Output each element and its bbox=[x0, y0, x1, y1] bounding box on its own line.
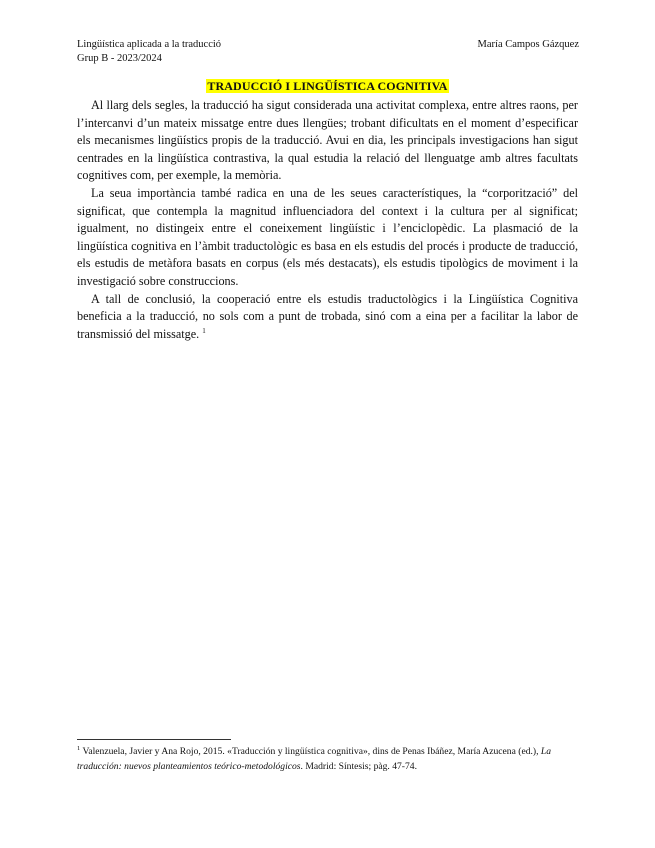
footnote-text-after: . Madrid: Síntesis; pàg. 47-74. bbox=[300, 761, 417, 772]
header-group: Grup B - 2023/2024 bbox=[77, 53, 162, 64]
footnote-separator bbox=[77, 739, 231, 740]
body-text bbox=[77, 97, 578, 343]
header-left bbox=[77, 38, 221, 66]
footnote-book-title: La traducción: nuevos planteamientos teórico-metodológicos bbox=[77, 746, 552, 772]
footnote-number: 1 bbox=[77, 744, 81, 752]
paragraph-2 bbox=[77, 185, 578, 291]
paragraph-1-text: Al llarg dels segles, la traducció ha sigut considerada una activitat complexa, entre altres raons, per l’intercanvi d’un mateix missatge entre dues llengües; trobant dificultats en el moment d’especificar els mecanismes lingüístics propis de la traducció. Avui en dia, les principals investigacions han sigut centrades en la lingüística contrastiva, la qual estudia la relació del llenguatge amb altres facultats cognitives com, per exemple, la memòria. bbox=[77, 98, 578, 183]
footnote bbox=[77, 744, 578, 774]
paragraph-3 bbox=[77, 291, 578, 344]
paragraph-1 bbox=[77, 97, 578, 185]
paragraph-2-text: La seua importància també radica en una de les seues característiques, la “corporització” del significat, que contempla la magnitud influenciadora del context i la cultura per al significat; igualment, no distingeix entre el coneixement lingüístic i l’enciclopèdic. La plasmació de la lingüística cognitiva en l’àmbit traductològic es basa en els estudis del procés i producte de traducció, els estudis de metàfora basats en corpus (els més destacats), els estudis tipològics de moviment i la investigació sobre construccions. bbox=[77, 185, 578, 288]
footnote-text-before: Valenzuela, Javier y Ana Rojo, 2015. «Traducción y lingüística cognitiva», dins de Penas Ibáñez, María Azucena (ed.), bbox=[82, 746, 541, 757]
header-author: María Campos Gázquez bbox=[477, 39, 579, 50]
document-title: TRADUCCIÓ I LINGÜÍSTICA COGNITIVA bbox=[207, 79, 448, 93]
title-container bbox=[0, 77, 655, 95]
footnote-reference[interactable]: 1 bbox=[202, 326, 206, 335]
header-course: Lingüística aplicada a la traducció bbox=[77, 39, 222, 50]
paragraph-3-text: A tall de conclusió, la cooperació entre els estudis traductològics i la Lingüística Cognitiva beneficia a la traducció, no sols com a punt de trobada, sinó com a eina per a facilitar la labor de transmissió del missatge. bbox=[77, 291, 578, 341]
